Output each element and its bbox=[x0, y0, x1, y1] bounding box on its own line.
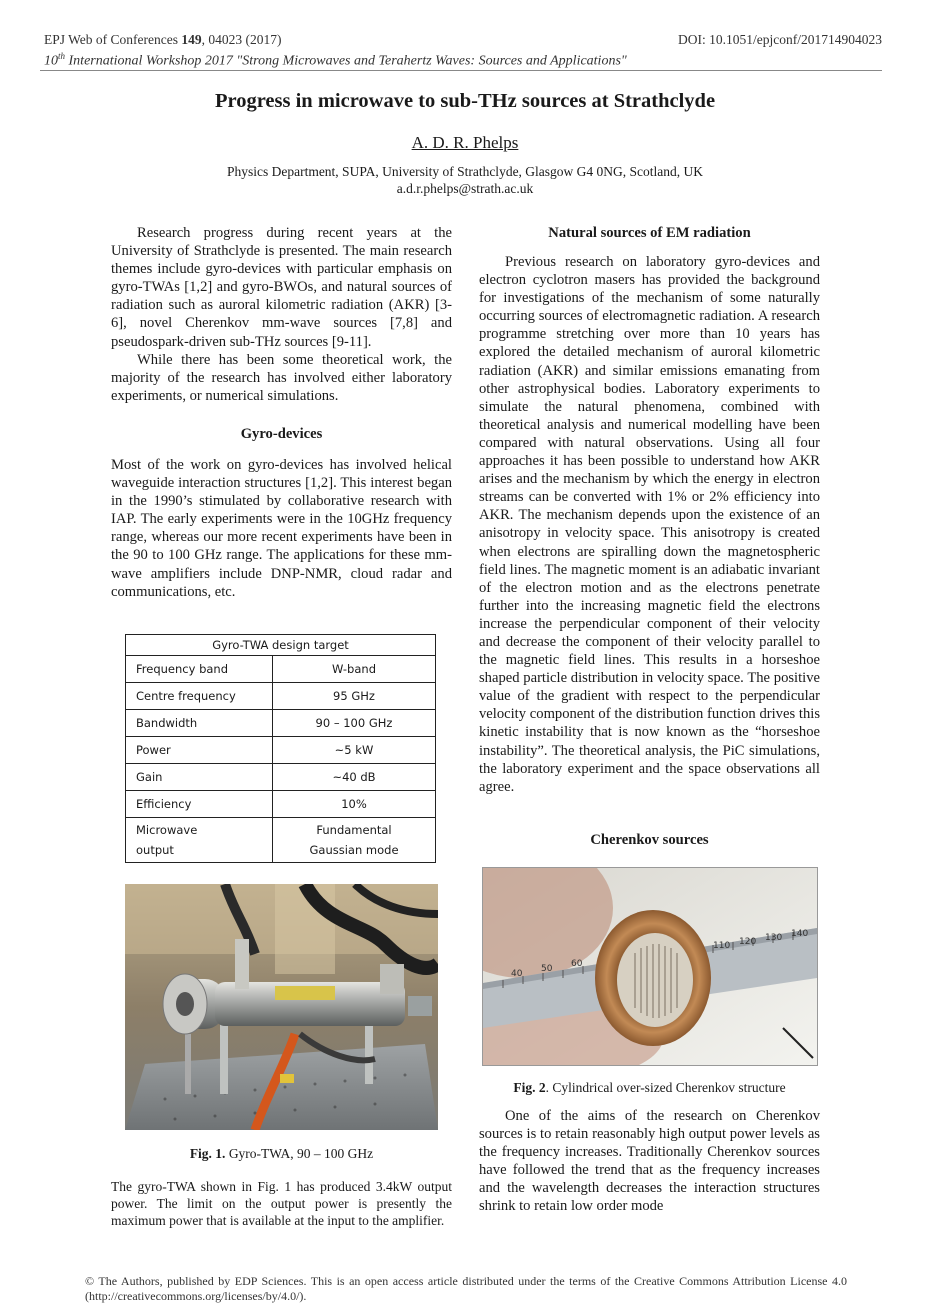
section-heading-cherenkov: Cherenkov sources bbox=[590, 832, 709, 848]
table-value-multiline bbox=[273, 818, 436, 863]
ruler-label: 140 bbox=[791, 929, 809, 939]
license-footer: © The Authors, published by EDP Sciences. This is an open access article distributed under the terms of the Creative Commons Attribution License 4.0 (http://creativecommons.org/licenses/by/4.0/). bbox=[85, 1274, 847, 1303]
ruler-label: 60 bbox=[571, 959, 583, 969]
figure-2-photo bbox=[482, 867, 818, 1066]
gyro-twa-photo-image bbox=[125, 884, 438, 1130]
table-title: Gyro-TWA design target bbox=[126, 635, 436, 656]
section-heading-natural: Natural sources of EM radiation bbox=[548, 225, 751, 241]
table-value: 90 – 100 GHz bbox=[273, 710, 436, 737]
table-value-line: Fundamental bbox=[316, 823, 392, 837]
table-key: Gain bbox=[126, 764, 273, 791]
table-value: ~40 dB bbox=[273, 764, 436, 791]
table-value: W-band bbox=[273, 656, 436, 683]
ruler-label: 130 bbox=[765, 933, 783, 943]
abstract-paragraph-1: Research progress during recent years at the University of Strathclyde is presented. The main research themes include gyro-devices with particular emphasis on gyro-TWAs [1,2] and gyro-BWOs, and natural sources of radiation such as auroral kilometric radiation (AKR) [3-6], novel Cherenkov mm-wave sources [7,8] and pseudospark-driven sub-THz sources [9-11]. bbox=[111, 225, 452, 350]
ruler-label: 120 bbox=[739, 937, 757, 947]
workshop-ordinal: th bbox=[58, 51, 66, 61]
workshop-number: 10 bbox=[44, 53, 58, 69]
table-key: Centre frequency bbox=[126, 683, 273, 710]
table-row bbox=[126, 656, 436, 683]
table-row bbox=[126, 764, 436, 791]
affiliation-block bbox=[0, 163, 930, 197]
figure-1-caption bbox=[125, 1146, 438, 1162]
table-key-line: output bbox=[136, 843, 174, 857]
figure-1-label: Fig. 1. bbox=[189, 1146, 226, 1161]
figure-2-caption bbox=[479, 1080, 820, 1096]
table-key: Bandwidth bbox=[126, 710, 273, 737]
table-row bbox=[126, 710, 436, 737]
journal-volume: 149 bbox=[181, 32, 202, 47]
section-heading-gyro: Gyro-devices bbox=[240, 426, 323, 442]
workshop-line bbox=[44, 51, 627, 70]
design-target-table bbox=[125, 634, 436, 863]
abstract-paragraph-2: While there has been some theoretical work, the majority of the research has involved either laboratory experiments, or numerical simulations. bbox=[111, 351, 452, 404]
cherenkov-paragraph: One of the aims of the research on Cherenkov sources is to retain reasonably high output power levels as the frequency increases. Traditionally Cherenkov sources have followed the trend that as the frequency increases and the wavelength decreases the interaction structures shrink to retain low order mode bbox=[479, 1108, 820, 1215]
table-value: 10% bbox=[273, 791, 436, 818]
ruler-label: 50 bbox=[541, 964, 553, 974]
journal-article: , 04023 (2017) bbox=[201, 32, 282, 47]
table-row bbox=[126, 791, 436, 818]
table-key-line: Microwave bbox=[136, 823, 198, 837]
abstract bbox=[111, 224, 452, 405]
journal-name: EPJ Web of Conferences bbox=[44, 32, 182, 47]
ruler-label: 40 bbox=[511, 969, 523, 979]
natural-paragraph: Previous research on laboratory gyro-devices and electron cyclotron masers has provided the background for investigations of the mechanism of some naturally occurring sources of electromagnetic radiation. A research programme stretching over more than 10 years has explored the detailed mechanism of auroral kilometric radiation (AKR) and similar emissions emanating from other astrophysical bodies. Laboratory experiments to simulate the natural phenomena, combined with theoretical analysis and numerical modelling have been compared with natural observations. Using all four approaches it has been possible to understand how AKR arises and the mechanism by which the energy in electron streams can be converted with 1% or 2% efficiency into AKR. The mechanism depends upon the existence of an anisotropy in velocity space. This anisotropy is created when electrons are spiralling down the magnetospheric field lines. The magnetic moment is an adiabatic invariant of the electron motion and as the electrons penetrate further into the increasing magnetic field the electrons increase the perpendicular component of their velocity and decrease the component of their velocity parallel to the magnetic field lines. This results in a horseshoe shaped particle distribution in velocity space. The positive value of the gradient with respect to the perpendicular velocity component of the distribution function drives this kinetic instability that is now known as the “horseshoe instability”. The theoretical analysis, the PiC simulations, the laboratory experiment and the space observations all agree. bbox=[479, 254, 820, 795]
cherenkov-structure-image bbox=[483, 868, 817, 1065]
table-value: 95 GHz bbox=[273, 683, 436, 710]
table-title-row bbox=[126, 635, 436, 656]
table-value-line: Gaussian mode bbox=[309, 843, 399, 857]
author-name[interactable]: A. D. R. Phelps bbox=[411, 133, 519, 152]
affiliation: Physics Department, SUPA, University of Strathclyde, Glasgow G4 0NG, Scotland, UK bbox=[226, 164, 704, 179]
gyro-output-paragraph: The gyro-TWA shown in Fig. 1 has produced 3.4kW output power. The limit on the output power is presently the maximum power that is available at the input to the amplifier. bbox=[111, 1179, 452, 1228]
table-key: Efficiency bbox=[126, 791, 273, 818]
figure-1-caption-text: Gyro-TWA, 90 – 100 GHz bbox=[225, 1146, 374, 1161]
email-link[interactable]: a.d.r.phelps@strath.ac.uk bbox=[396, 181, 534, 196]
paper-title: Progress in microwave to sub-THz sources at Strathclyde bbox=[214, 90, 716, 112]
figure-2-label: Fig. 2 bbox=[513, 1080, 546, 1095]
figure-1-photo bbox=[125, 884, 438, 1130]
table-row bbox=[126, 683, 436, 710]
header-rule bbox=[40, 70, 882, 71]
table-value: ~5 kW bbox=[273, 737, 436, 764]
table-key: Power bbox=[126, 737, 273, 764]
workshop-title: International Workshop 2017 "Strong Microwaves and Terahertz Waves: Sources and Applications" bbox=[65, 53, 627, 69]
table-key-multiline bbox=[126, 818, 273, 863]
figure-2-caption-text: . Cylindrical over-sized Cherenkov structure bbox=[545, 1080, 786, 1095]
gyro-paragraph: Most of the work on gyro-devices has involved helical waveguide interaction structures [1,2]. This interest began in the 1990’s stimulated by collaborative research with IAP. The early experiments were in the 10GHz frequency range, whereas our more recent experiments have been in the 90 to 100 GHz range. The applications for these mm-wave amplifiers include DNP-NMR, cloud radar and communications, etc. bbox=[111, 457, 452, 600]
table-row bbox=[126, 737, 436, 764]
table-key: Frequency band bbox=[126, 656, 273, 683]
doi-link[interactable]: DOI: 10.1051/epjconf/201714904023 bbox=[678, 32, 882, 47]
running-header-left bbox=[44, 32, 282, 48]
table-row bbox=[126, 818, 436, 863]
ruler-label: 110 bbox=[713, 941, 731, 951]
